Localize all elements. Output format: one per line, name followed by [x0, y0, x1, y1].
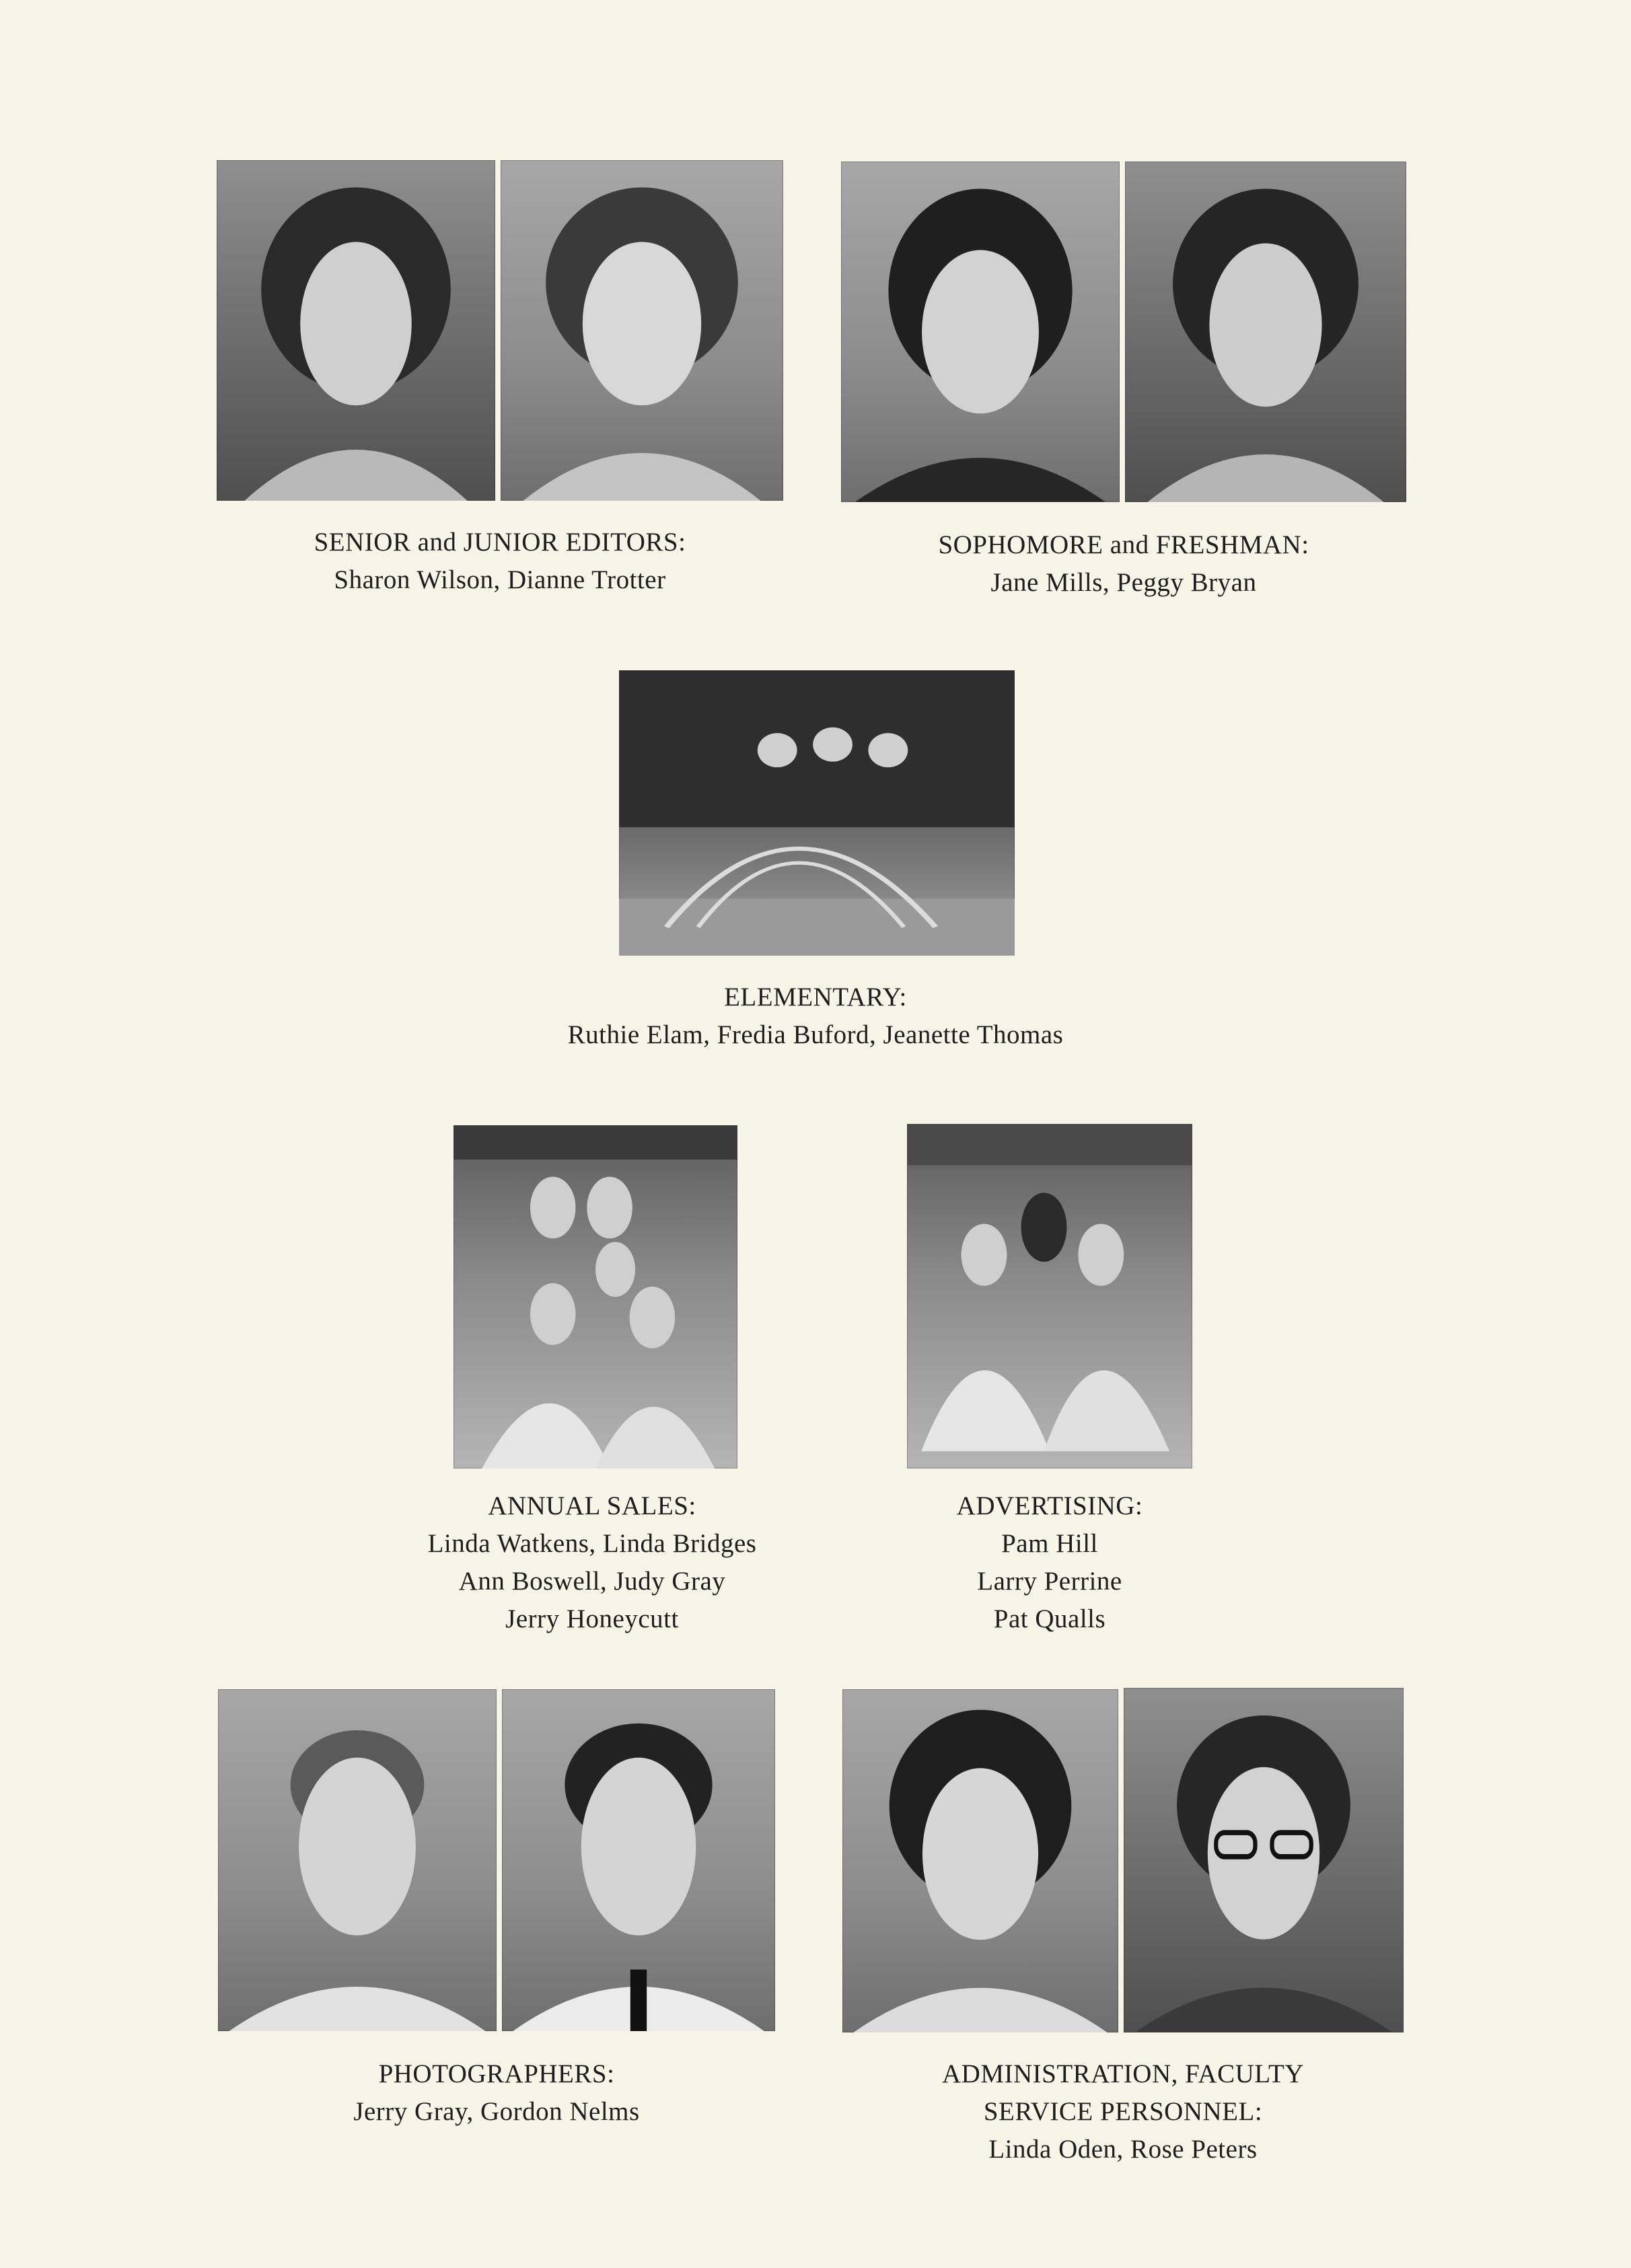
names-line: Pam Hill	[1001, 1529, 1098, 1558]
photo-advertising-group	[907, 1124, 1192, 1468]
caption-elementary	[471, 979, 1160, 1054]
caption-administration	[842, 2055, 1404, 2168]
names-line: Linda Watkens, Linda Bridges	[427, 1529, 757, 1558]
names-line: Ruthie Elam, Fredia Buford, Jeanette Thomas	[567, 1020, 1064, 1049]
names-line: Ann Boswell, Judy Gray	[458, 1567, 726, 1596]
portrait-dianne-trotter	[501, 160, 783, 501]
names-line: Jane Mills, Peggy Bryan	[990, 568, 1257, 597]
heading: ELEMENTARY:	[724, 983, 907, 1012]
caption-photographers	[218, 2055, 775, 2131]
portrait-rose-peters	[1124, 1688, 1404, 2032]
portrait-linda-oden	[842, 1689, 1118, 2032]
portrait-gordon-nelms	[502, 1689, 775, 2031]
portrait-jerry-gray	[218, 1689, 497, 2031]
heading: SOPHOMORE and FRESHMAN:	[938, 530, 1309, 559]
heading: SENIOR and JUNIOR EDITORS:	[314, 528, 686, 557]
names-line: Larry Perrine	[977, 1567, 1122, 1596]
photo-elementary-group	[619, 670, 1015, 956]
heading-line: ADMINISTRATION, FACULTY	[941, 2059, 1305, 2088]
portrait-sharon-wilson	[217, 160, 495, 501]
photo-annual-sales-group	[454, 1125, 737, 1468]
heading: ADVERTISING:	[956, 1491, 1143, 1520]
names-line: Jerry Gray, Gordon Nelms	[353, 2097, 640, 2126]
portrait-peggy-bryan	[1125, 162, 1406, 502]
names-line: Pat Qualls	[993, 1604, 1106, 1633]
names-line: Jerry Honeycutt	[505, 1604, 679, 1633]
names-line: Sharon Wilson, Dianne Trotter	[334, 565, 666, 594]
caption-sophomore-freshman	[841, 526, 1406, 602]
caption-annual-sales	[363, 1487, 821, 1638]
heading-line: SERVICE PERSONNEL:	[983, 2097, 1263, 2126]
heading: ANNUAL SALES:	[488, 1491, 696, 1520]
names-line: Linda Oden, Rose Peters	[988, 2135, 1258, 2164]
caption-senior-junior-editors	[217, 524, 783, 599]
portrait-jane-mills	[841, 162, 1120, 502]
caption-advertising	[875, 1487, 1225, 1638]
heading: PHOTOGRAPHERS:	[378, 2059, 615, 2088]
